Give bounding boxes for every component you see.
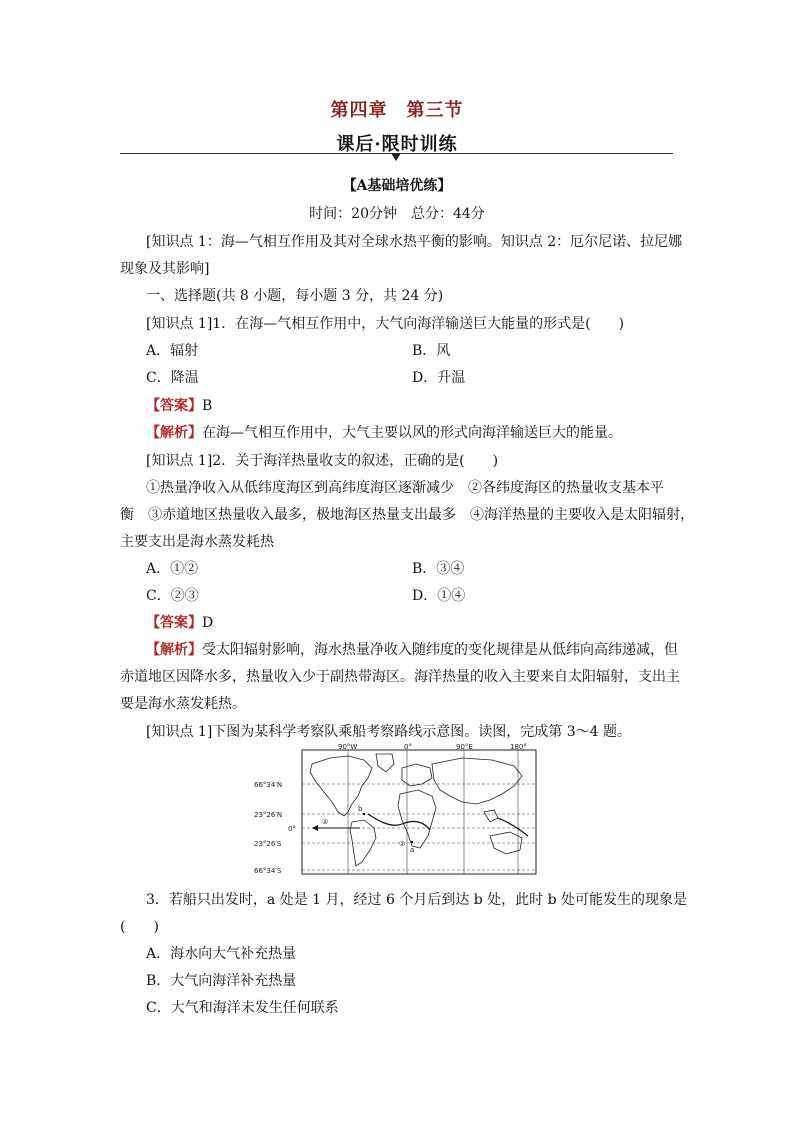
point-b-marker xyxy=(363,813,365,815)
question-1-option-c: C．降温 xyxy=(146,370,199,386)
part-heading: 一、选择题(共 8 小题，每小题 3 分，共 24 分) xyxy=(146,288,444,304)
time-score-line: 时间：20分钟 总分：44分 xyxy=(309,206,485,222)
lat-label-equator: 0° xyxy=(288,825,296,833)
header-arrow-icon xyxy=(391,153,401,161)
question-2-statement-line3: 主要支出是海水蒸发耗热 xyxy=(120,534,274,550)
question-3-option-c: C．大气和海洋未发生任何联系 xyxy=(146,1000,339,1016)
question-1-stem: [知识点 1]1．在海—气相互作用中，大气向海洋输送巨大能量的形式是( ) xyxy=(146,316,625,332)
lat-label-66s: 66°34′S xyxy=(254,867,282,875)
world-map-svg xyxy=(252,742,542,882)
lat-label-23n: 23°26′N xyxy=(254,811,283,819)
answer-value: D xyxy=(202,615,214,631)
question-3-stem-line1: 3．若船只出发时，a 处是 1 月，经过 6 个月后到达 b 处，此时 b 处可能发生的现象是 xyxy=(146,892,688,908)
answer-tag: 【答案】 xyxy=(146,398,202,414)
question-2-stem: [知识点 1]2．关于海洋热量收支的叙述，正确的是( ) xyxy=(146,453,499,469)
route-mark-1: ① xyxy=(399,840,406,848)
knowledge-points-line1: [知识点 1：海—气相互作用及其对全球水热平衡的影响。知识点 2：厄尔尼诺、拉尼娜 xyxy=(146,234,683,250)
lon-label-0: 0° xyxy=(404,743,412,751)
question-2-analysis-line3: 要是海水蒸发耗热。 xyxy=(120,696,246,712)
point-a-marker xyxy=(411,841,413,843)
lon-label-180: 180° xyxy=(510,743,527,751)
question-2-statement-line2: 衡 ③赤道地区热量收入最多，极地海区热量支出最多 ④海洋热量的主要收入是太阳辐射， xyxy=(120,507,694,523)
exercise-level-title: 【A基础培优练】 xyxy=(342,178,452,194)
question-2-analysis-line2: 赤道地区因降水多，热量收入少于副热带海区。海洋热量的收入主要来自太阳辐射，支出主 xyxy=(120,669,680,685)
answer-value: B xyxy=(202,398,213,414)
question-2-answer xyxy=(146,613,213,633)
question-2-option-b: B．③④ xyxy=(412,561,465,577)
chapter-title: 第四章 第三节 xyxy=(330,100,464,121)
question-3-option-a: A．海水向大气补充热量 xyxy=(146,946,297,962)
question-1-option-b: B．风 xyxy=(412,343,451,359)
question-3-stem-line2: ( ) xyxy=(120,919,159,935)
answer-tag: 【答案】 xyxy=(146,615,202,631)
route-mark-2: ② xyxy=(322,818,329,826)
question-2-option-d: D．①④ xyxy=(412,588,466,604)
analysis-tag: 【解析】 xyxy=(146,425,202,441)
lon-label-90w: 90°W xyxy=(338,743,358,751)
lon-label-90e: 90°E xyxy=(456,743,473,751)
section-subtitle: 课后·限时训练 xyxy=(336,134,458,155)
question-2-option-a: A．①② xyxy=(146,561,199,577)
map-frame xyxy=(302,750,536,874)
analysis-tag: 【解析】 xyxy=(146,642,202,658)
question-2-analysis-line1 xyxy=(146,640,678,660)
knowledge-points-line2: 现象及其影响] xyxy=(120,261,210,277)
question-1-analysis xyxy=(146,423,622,443)
question-1-option-a: A．辐射 xyxy=(146,343,199,359)
question-3-option-b: B．大气向海洋补充热量 xyxy=(146,973,297,989)
analysis-text: 在海—气相互作用中，大气主要以风的形式向海洋输送巨大的能量。 xyxy=(202,425,622,441)
analysis-text: 受太阳辐射影响，海水热量净收入随纬度的变化规律是从低纬向高纬递减，但 xyxy=(202,642,678,658)
lat-label-66n: 66°34′N xyxy=(254,781,283,789)
question-2-option-c: C．②③ xyxy=(146,588,199,604)
point-b-label: b xyxy=(358,805,363,813)
question-1-answer xyxy=(146,396,212,416)
question-2-statement-line1: ①热量净收入从低纬度海区到高纬度海区逐渐减少 ②各纬度海区的热量收支基本平 xyxy=(146,480,664,496)
lat-label-23s: 23°26′S xyxy=(254,840,282,848)
questions-3-4-intro: [知识点 1]下图为某科学考察队乘船考察路线示意图。读图，完成第 3～4 题。 xyxy=(146,724,631,740)
question-1-option-d: D．升温 xyxy=(412,370,466,386)
point-a-label: a xyxy=(410,846,415,854)
expedition-route-map xyxy=(252,742,542,882)
